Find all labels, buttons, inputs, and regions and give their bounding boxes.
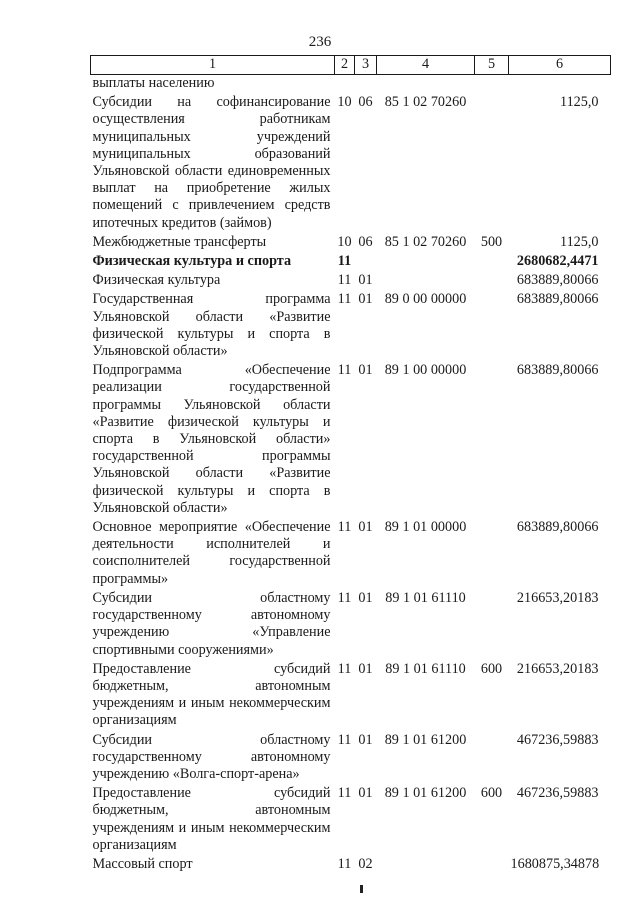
table-row xyxy=(91,785,611,856)
cell-section: 11 xyxy=(337,731,352,748)
cell-description: Физическая культура и спорта xyxy=(92,253,292,270)
cell-amount: 1680875,34878 xyxy=(510,855,600,872)
cell-amount: 2680682,4471 xyxy=(516,253,599,270)
cell-description: выплаты населению xyxy=(92,75,215,91)
cell-amount: 467236,59883 xyxy=(516,785,599,802)
header-col-2: 2 xyxy=(335,56,355,75)
cell-target-article: 89 0 00 00000 xyxy=(384,291,467,308)
cell-expense-type xyxy=(475,272,509,291)
cell-description: Субсидии областному государственному автономному учреждению «Управление спортивными сооружениями» xyxy=(92,589,331,658)
cell-section: 10 xyxy=(337,94,352,111)
cell-expense-type xyxy=(475,75,509,95)
header-col-6: 6 xyxy=(509,56,611,75)
footer-mark xyxy=(360,885,363,893)
table-row xyxy=(91,94,611,234)
cell-section: 11 xyxy=(337,291,352,308)
cell-target-article: 89 1 01 61110 xyxy=(385,589,466,606)
cell-subsection: 02 xyxy=(358,855,373,872)
cell-description: Предоставление субсидий бюджетным, автономным учреждениям и иным некоммерческим организациям xyxy=(92,785,331,853)
cell-section: 11 xyxy=(337,785,352,802)
cell-subsection: 01 xyxy=(358,291,373,308)
cell-expense-type xyxy=(475,362,509,519)
cell-expense-type xyxy=(475,253,509,272)
cell-expense-type: 600 xyxy=(480,785,503,802)
cell-target-article: 89 1 01 61200 xyxy=(384,785,467,802)
cell-section: 11 xyxy=(337,589,352,606)
cell-expense-type xyxy=(475,856,509,875)
table-row xyxy=(91,856,611,875)
cell-subsection: 01 xyxy=(358,362,373,379)
cell-expense-type xyxy=(475,291,509,362)
cell-expense-type xyxy=(475,732,509,786)
cell-expense-type xyxy=(475,519,509,590)
cell-subsection: 06 xyxy=(358,233,373,250)
cell-target-article xyxy=(377,253,475,272)
table-row xyxy=(91,590,611,661)
cell-target-article: 85 1 02 70260 xyxy=(384,94,467,111)
table-row xyxy=(91,362,611,519)
cell-target-article: 89 1 00 00000 xyxy=(384,362,467,379)
page-number: 236 xyxy=(308,34,332,50)
cell-section: 11 xyxy=(337,272,352,289)
header-col-5: 5 xyxy=(475,56,509,75)
table-row xyxy=(91,272,611,291)
header-col-1: 1 xyxy=(91,56,335,75)
cell-subsection: 06 xyxy=(358,94,373,111)
table-row xyxy=(91,253,611,272)
header-col-3: 3 xyxy=(355,56,377,75)
cell-amount xyxy=(509,75,611,95)
cell-amount: 683889,80066 xyxy=(516,272,599,289)
budget-table-container xyxy=(90,55,610,875)
cell-subsection: 01 xyxy=(358,731,373,748)
table-row xyxy=(91,732,611,786)
cell-subsection xyxy=(355,253,377,272)
cell-expense-type xyxy=(475,94,509,234)
cell-amount: 683889,80066 xyxy=(516,362,599,379)
table-row xyxy=(91,75,611,95)
cell-amount: 1125,0 xyxy=(560,233,599,250)
cell-subsection: 01 xyxy=(358,785,373,802)
cell-amount: 1125,0 xyxy=(560,94,599,111)
cell-description: Массовый спорт xyxy=(92,855,193,872)
cell-subsection: 01 xyxy=(358,519,373,536)
cell-amount: 216653,20183 xyxy=(516,589,599,606)
cell-description: Предоставление субсидий бюджетным, автономным учреждениям и иным некоммерческим организациям xyxy=(92,660,331,729)
cell-section xyxy=(335,75,355,95)
cell-description: Субсидии областному государственному автономному учреждению «Волга-спорт-арена» xyxy=(92,731,331,782)
cell-amount: 683889,80066 xyxy=(516,519,599,536)
table-row xyxy=(91,519,611,590)
cell-expense-type: 500 xyxy=(480,233,503,250)
cell-amount: 467236,59883 xyxy=(516,731,599,748)
cell-description: Подпрограмма «Обеспечение реализации государственной программы Ульяновской области «Развитие физической культуры и спорта в Ульяновской области» государственной программы Ульяновской области «Развитие физической культуры и спорта в Ульяновской области» xyxy=(92,362,331,516)
cell-section: 11 xyxy=(337,660,352,677)
cell-amount: 216653,20183 xyxy=(516,660,599,677)
table-row xyxy=(91,661,611,732)
cell-target-article: 89 1 01 00000 xyxy=(384,519,467,536)
cell-target-article xyxy=(377,856,475,875)
header-col-4: 4 xyxy=(377,56,475,75)
cell-description: Физическая культура xyxy=(92,272,221,289)
cell-subsection: 01 xyxy=(358,589,373,606)
cell-section: 11 xyxy=(337,855,352,872)
cell-section: 10 xyxy=(337,233,352,250)
cell-expense-type xyxy=(475,590,509,661)
cell-subsection: 01 xyxy=(358,660,373,677)
budget-table xyxy=(90,55,611,875)
cell-section: 11 xyxy=(337,362,352,379)
cell-amount: 683889,80066 xyxy=(516,291,599,308)
cell-description: Государственная программа Ульяновской области «Развитие физической культуры и спорта в Ульяновской области» xyxy=(92,291,331,360)
cell-description: Основное мероприятие «Обеспечение деятельности исполнителей и соисполнителей государственной программы» xyxy=(92,519,331,587)
cell-description: Межбюджетные трансферты xyxy=(92,233,267,250)
cell-section: 11 xyxy=(337,519,352,536)
cell-section: 11 xyxy=(337,253,352,270)
cell-target-article: 89 1 01 61110 xyxy=(385,660,466,677)
cell-target-article: 85 1 02 70260 xyxy=(384,233,467,250)
cell-target-article: 89 1 01 61200 xyxy=(384,731,467,748)
cell-subsection xyxy=(355,75,377,95)
cell-expense-type: 600 xyxy=(480,660,503,677)
table-row xyxy=(91,234,611,253)
cell-subsection: 01 xyxy=(358,272,373,289)
table-row xyxy=(91,291,611,362)
cell-description: Субсидии на софинансирование осуществления работникам муниципальных учреждений муниципальных образований Ульяновской области единовременных выплат на приобретение жилых помещений с привлечением средств ипотечных кредитов (займов) xyxy=(92,94,331,231)
cell-target-article xyxy=(377,272,475,291)
table-body xyxy=(91,75,611,876)
table-header-row xyxy=(91,56,611,75)
cell-target-article xyxy=(377,75,475,95)
